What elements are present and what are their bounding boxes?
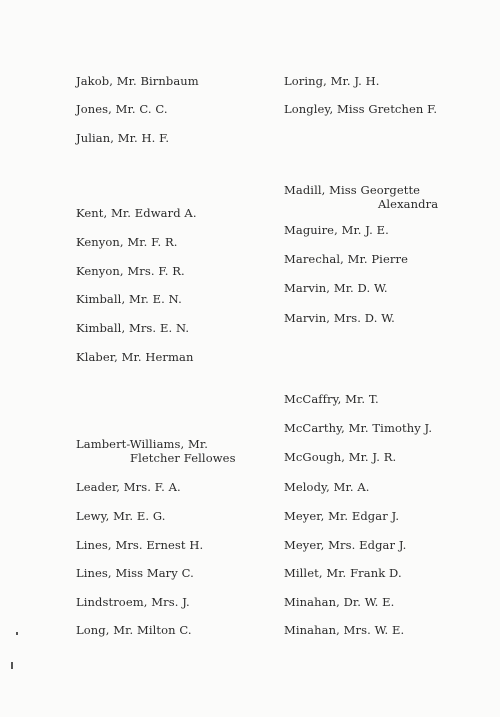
entry-continuation: Fletcher Fellowes — [130, 451, 236, 465]
list-item: Minahan, Dr. W. E. — [284, 595, 395, 609]
list-item: Marvin, Mr. D. W. — [284, 281, 388, 295]
list-item: Minahan, Mrs. W. E. — [284, 623, 405, 637]
list-item: Lines, Miss Mary C. — [76, 566, 194, 580]
list-item: Long, Mr. Milton C. — [76, 623, 192, 637]
entry-name: Madill, Miss Georgette — [284, 183, 421, 197]
list-item: Millet, Mr. Frank D. — [284, 566, 402, 580]
list-item: Klaber, Mr. Herman — [76, 350, 194, 364]
list-item: Lindstroem, Mrs. J. — [76, 595, 190, 609]
list-item: Meyer, Mrs. Edgar J. — [284, 538, 407, 552]
list-item: McGough, Mr. J. R. — [284, 450, 397, 464]
list-item: Lewy, Mr. E. G. — [76, 509, 166, 523]
list-item: Melody, Mr. A. — [284, 480, 370, 494]
list-item: Meyer, Mr. Edgar J. — [284, 509, 400, 523]
list-item: Maguire, Mr. J. E. — [284, 223, 389, 237]
list-item — [76, 437, 236, 465]
list-item: Lines, Mrs. Ernest H. — [76, 538, 204, 552]
list-item: McCaffry, Mr. T. — [284, 392, 379, 406]
list-item: Leader, Mrs. F. A. — [76, 480, 181, 494]
list-item: Jones, Mr. C. C. — [76, 102, 168, 116]
list-item: Kenyon, Mr. F. R. — [76, 235, 178, 249]
scan-speck — [16, 632, 18, 635]
list-item — [284, 183, 438, 211]
list-item: Loring, Mr. J. H. — [284, 74, 380, 88]
list-item: Jakob, Mr. Birnbaum — [76, 74, 199, 88]
list-item: Longley, Miss Gretchen F. — [284, 102, 438, 116]
list-item: Kenyon, Mrs. F. R. — [76, 264, 185, 278]
list-item: Julian, Mr. H. F. — [76, 131, 170, 145]
list-item: Marechal, Mr. Pierre — [284, 252, 408, 266]
entry-name: Lambert-Williams, Mr. — [76, 437, 209, 451]
entry-continuation: Alexandra — [378, 197, 439, 211]
scan-speck — [11, 662, 13, 669]
list-item: Kimball, Mrs. E. N. — [76, 321, 190, 335]
list-item: McCarthy, Mr. Timothy J. — [284, 421, 433, 435]
list-item: Kimball, Mr. E. N. — [76, 292, 182, 306]
list-item: Kent, Mr. Edward A. — [76, 206, 197, 220]
list-item: Marvin, Mrs. D. W. — [284, 311, 395, 325]
